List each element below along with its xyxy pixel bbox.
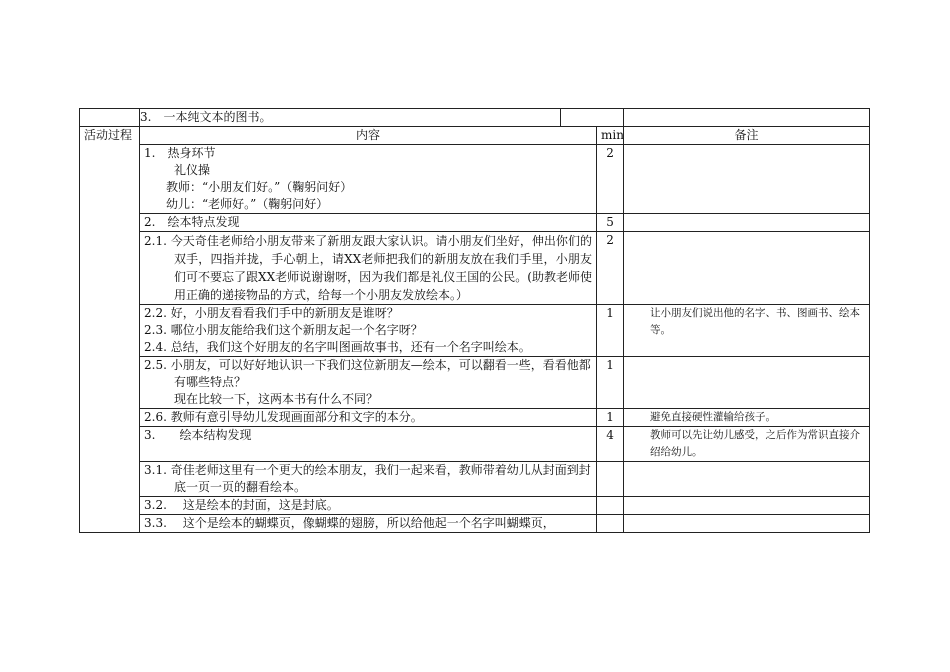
min-cell: 4 [597,427,624,462]
content-line: 现在比较一下，这两本书有什么不同？ [174,392,379,406]
content-line: 2.3. 哪位小朋友能给我们这个新朋友起一个名字呀？ [144,323,423,337]
min-cell: 1 [597,357,624,409]
table-row [80,232,870,305]
table-row [80,305,870,357]
note-cell: 让小朋友们说出他的名字、书、图画书、绘本等。 [624,305,870,357]
table-row [80,427,870,462]
header-notes: 备注 [624,127,870,145]
note-cell [624,214,870,232]
empty-subcell [561,109,627,126]
content-line: 2.2. 好，小朋友看看我们手中的新朋友是谁呀？ [144,306,399,320]
table-row [80,462,870,497]
min-cell: 1 [597,305,624,357]
item-text: 3. 一本纯文本的图书。 [136,109,561,126]
note-cell [624,497,870,515]
content-cell [140,232,597,305]
lesson-plan-table [79,108,870,533]
content-line: 幼儿：“老师好。”（鞠躬问好） [166,197,329,211]
min-cell: 1 [597,409,624,427]
empty-cell [624,109,870,127]
header-min: min [597,127,624,145]
table-row [80,497,870,515]
section-label: 活动过程 [80,127,140,533]
content-paragraph: 2.5. 小朋友，可以好好地认识一下我们这位新朋友—绘本，可以翻看一些，看看他都有哪些特点？ [144,358,591,389]
content-cell [140,145,597,214]
note-cell: 教师可以先让幼儿感受，之后作为常识直接介绍给幼儿。 [624,427,870,462]
note-cell [624,515,870,533]
content-line: 教师：“小朋友们好。”（鞠躬问好） [166,180,353,194]
empty-cell [80,109,140,127]
note-cell [624,357,870,409]
content-cell: 2.6. 教师有意引导幼儿发现画面部分和文字的本分。 [140,409,597,427]
note-cell: 避免直接硬性灌输给孩子。 [624,409,870,427]
table-row [80,214,870,232]
header-content: 内容 [140,127,597,145]
content-line: 礼仪操 [174,163,211,177]
content-paragraph: 2.1. 今天奇佳老师给小朋友带来了新朋友跟大家认识。请小朋友们坐好，伸出你们的双手，四指并拢，手心朝上，请XX老师把我们的新朋友放在我们手里，小朋友们可不要忘了跟XX老师说谢谢呀，因为我们都是礼仪王国的公民。(助教老师使用正确的递接物品的方式，给每一个小朋友发放绘本。） [144,234,592,302]
table-row [80,357,870,409]
content-cell: 3.3. 这个是绘本的蝴蝶页，像蝴蝶的翅膀，所以给他起一个名字叫蝴蝶页， [140,515,597,533]
content-cell: 3.2. 这是绘本的封面，这是封底。 [140,497,597,515]
min-cell: 2 [597,232,624,305]
table-row [80,409,870,427]
note-cell [624,232,870,305]
content-cell [140,305,597,357]
note-cell [624,145,870,214]
table-row [80,515,870,533]
table-row [80,145,870,214]
table-header-row [80,127,870,145]
content-cell: 2. 绘本特点发现 [140,214,597,232]
min-cell [597,497,624,515]
content-cell [140,462,597,497]
content-line: 2.4. 总结，我们这个好朋友的名字叫图画故事书，还有一个名字叫绘本。 [144,340,531,354]
min-cell [597,515,624,533]
min-cell: 2 [597,145,624,214]
min-cell: 5 [597,214,624,232]
content-paragraph: 3.1. 奇佳老师这里有一个更大的绘本朋友，我们一起来看，教师带着幼儿从封面到封底一页一页的翻看绘本。 [144,463,591,494]
note-cell [624,462,870,497]
content-cell [140,109,624,127]
content-cell [140,357,597,409]
min-cell [597,462,624,497]
content-cell: 3. 绘本结构发现 [140,427,597,462]
content-line: 1. 热身环节 [144,146,216,160]
table-row [80,109,870,127]
